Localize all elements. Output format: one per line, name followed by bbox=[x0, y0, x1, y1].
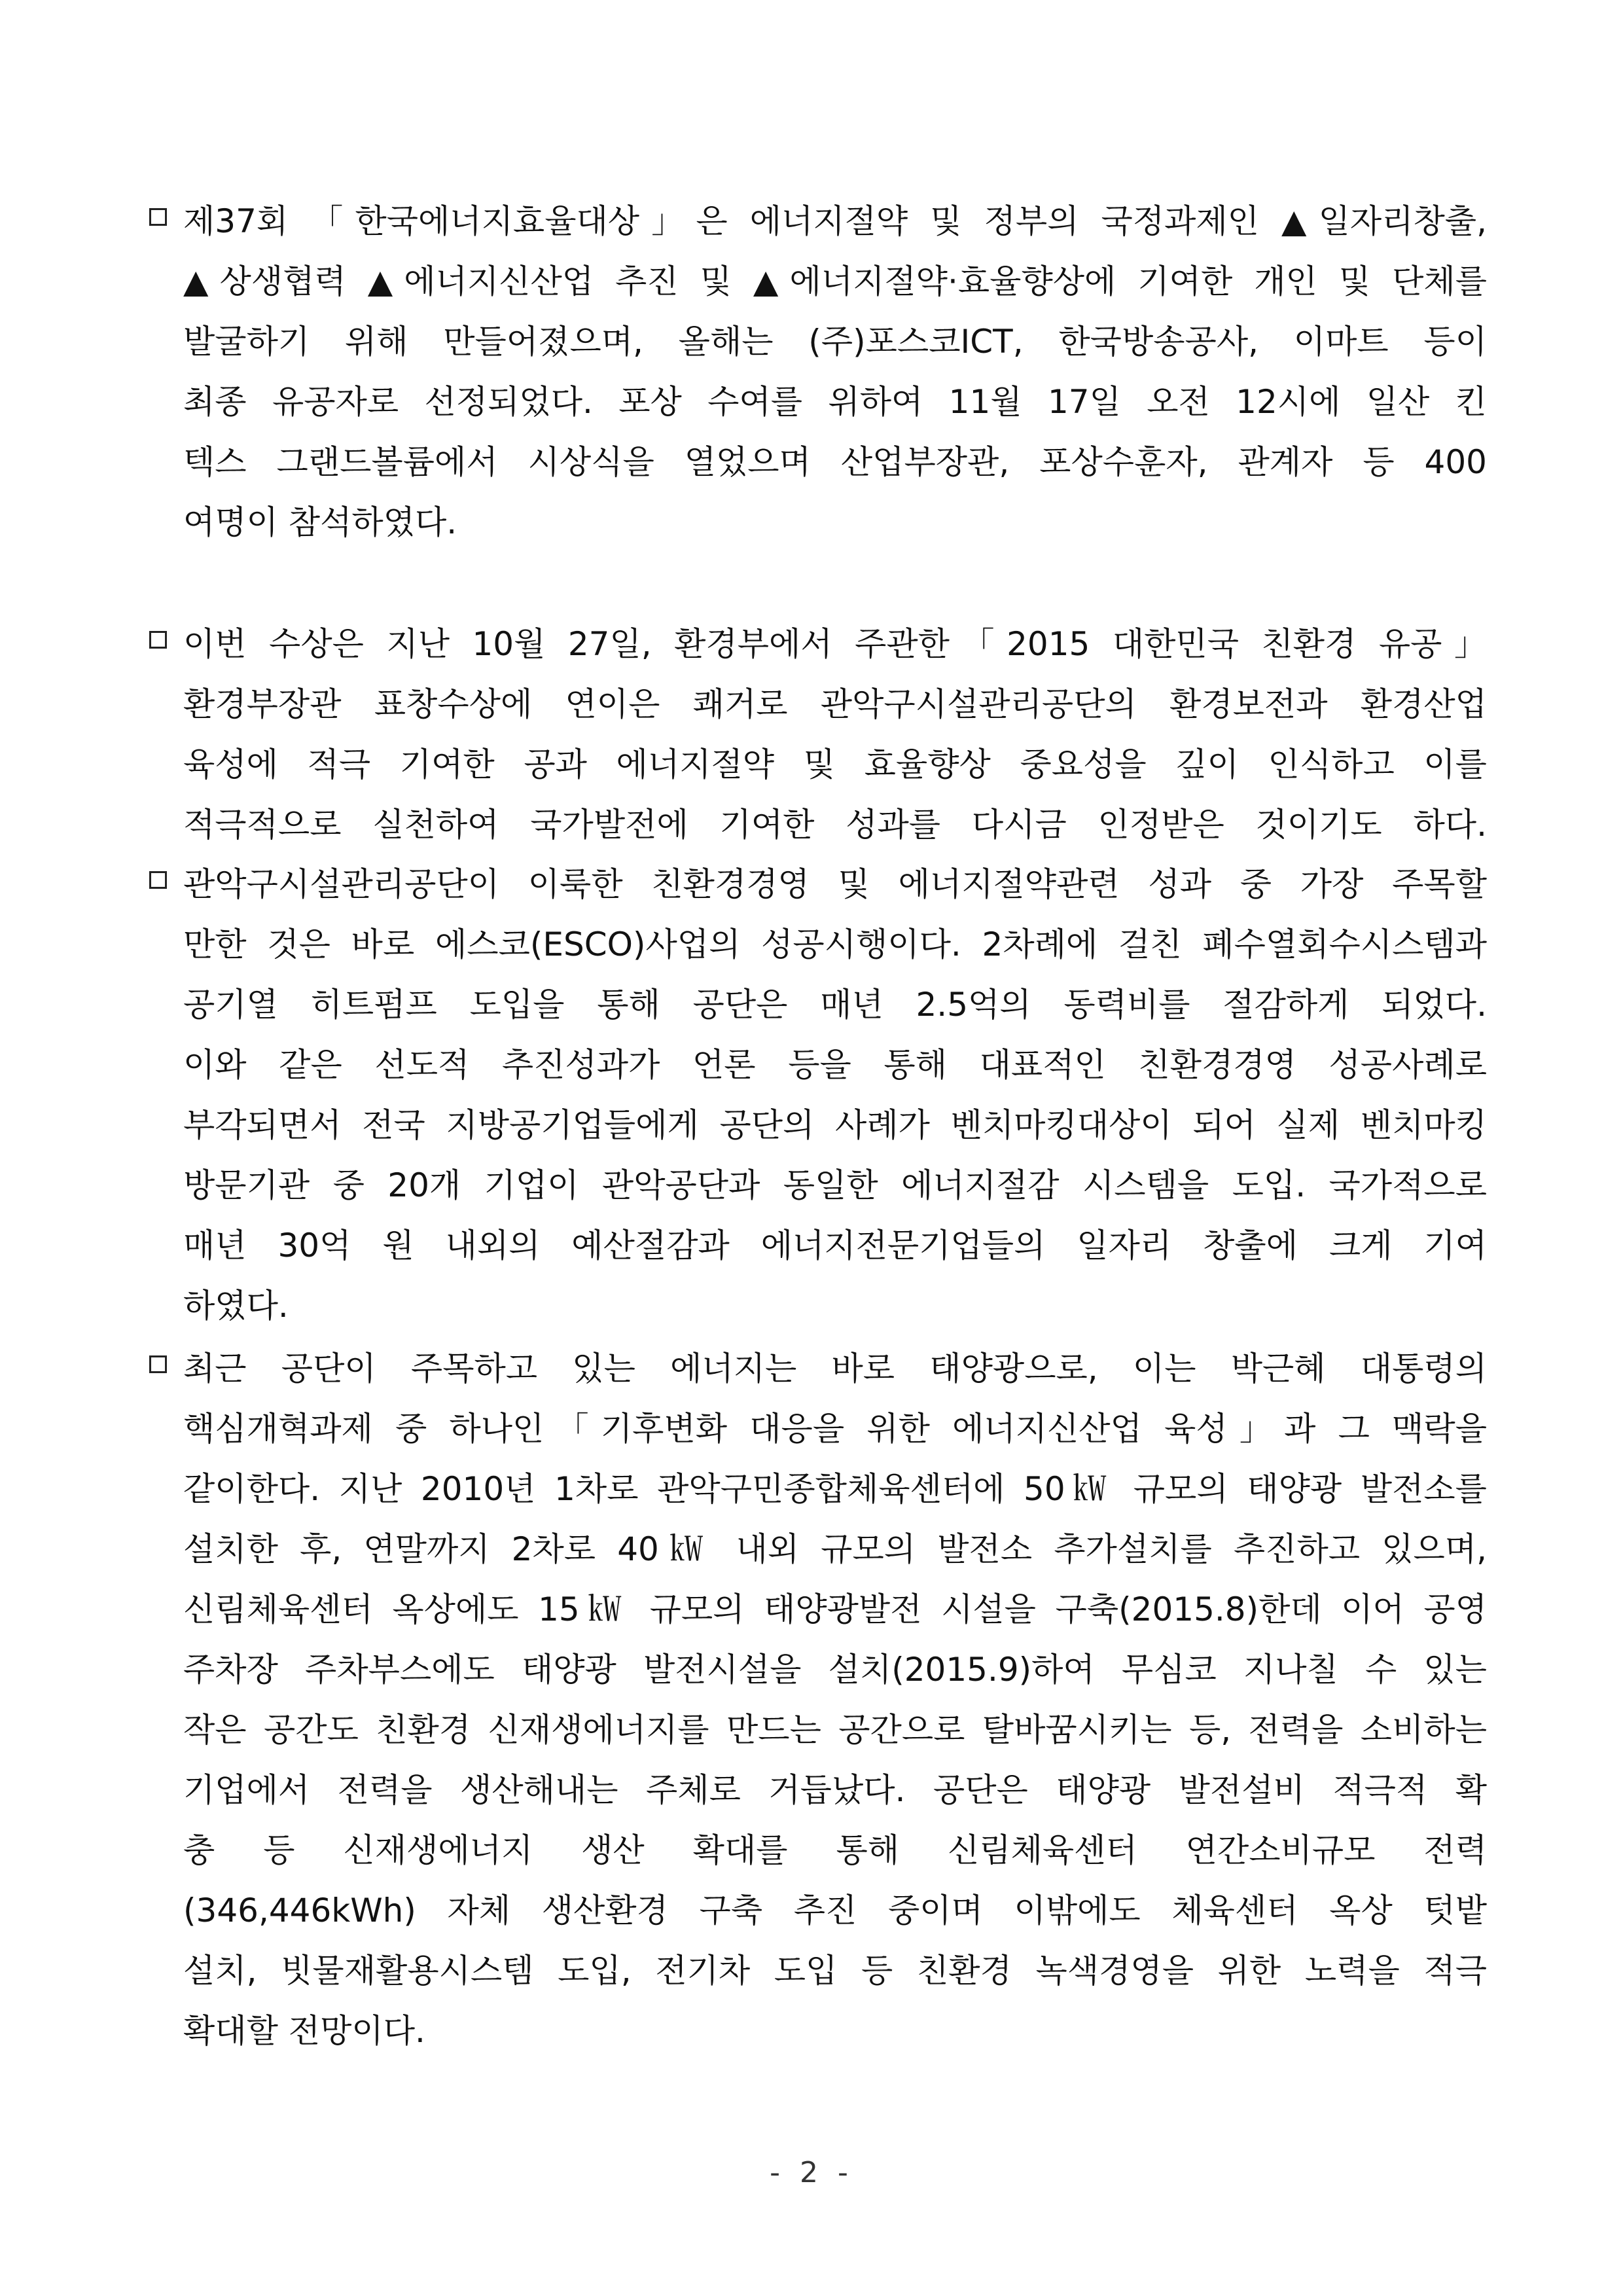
page-number: - 2 - bbox=[770, 2156, 853, 2189]
text-line: 텍스 그랜드볼륨에서 시상식을 열었으며 산업부장관, 포상수훈자, 관계자 등 400 bbox=[183, 443, 1487, 481]
paragraph-environment-award bbox=[149, 614, 1487, 855]
text-line: 매년 30억 원 내외의 예산절감과 에너지전문기업들의 일자리 창출에 크게 기여 bbox=[183, 1227, 1487, 1265]
text-line: 최종 유공자로 선정되었다. 포상 수여를 위하여 11월 17일 오전 12시에 일산 킨 bbox=[183, 383, 1487, 421]
text-line: 충 등 신재생에너지 생산 확대를 통해 신림체육센터 연간소비규모 전력 bbox=[183, 1831, 1487, 1869]
text-line: 관악구시설관리공단이 이룩한 친환경경영 및 에너지절약관련 성과 중 가장 주목할 bbox=[183, 865, 1487, 903]
text-line: 이와 같은 선도적 추진성과가 언론 등을 통해 대표적인 친환경경영 성공사례로 bbox=[183, 1046, 1487, 1084]
text-line: 하였다. bbox=[183, 1287, 289, 1325]
text-line: 여명이 참석하였다. bbox=[183, 503, 457, 541]
text-line: 적극적으로 실천하여 국가발전에 기여한 성과를 다시금 인정받은 것이기도 하다. bbox=[183, 806, 1487, 844]
text-line: 최근 공단이 주목하고 있는 에너지는 바로 태양광으로, 이는 박근혜 대통령의 bbox=[183, 1350, 1487, 1388]
text-line: 신림체육센터 옥상에도 15㎾ 규모의 태양광발전 시설을 구축(2015.8)한데 이어 공영 bbox=[183, 1590, 1487, 1628]
text-line: 설치, 빗물재활용시스템 도입, 전기차 도입 등 친환경 녹색경영을 위한 노력을 적극 bbox=[183, 1952, 1487, 1990]
text-line: 공기열 히트펌프 도입을 통해 공단은 매년 2.5억의 동력비를 절감하게 되었다. bbox=[183, 986, 1487, 1024]
square-bullet-icon bbox=[149, 631, 167, 649]
text-line: 방문기관 중 20개 기업이 관악공단과 동일한 에너지절감 시스템을 도입. 국가적으로 bbox=[183, 1166, 1487, 1204]
text-line: 부각되면서 전국 지방공기업들에게 공단의 사례가 벤치마킹대상이 되어 실제 벤치마킹 bbox=[183, 1106, 1487, 1144]
paragraph-awards-ceremony bbox=[149, 191, 1487, 552]
paragraph-solar-energy bbox=[149, 1338, 1487, 2061]
square-bullet-icon bbox=[149, 1355, 167, 1373]
text-line: 기업에서 전력을 생산해내는 주체로 거듭났다. 공단은 태양광 발전설비 적극적 확 bbox=[183, 1771, 1487, 1809]
text-line: 확대할 전망이다. bbox=[183, 2012, 425, 2050]
square-bullet-icon bbox=[149, 871, 167, 889]
text-line: 작은 공간도 친환경 신재생에너지를 만드는 공간으로 탈바꿈시키는 등, 전력을 소비하는 bbox=[183, 1711, 1487, 1749]
text-line: 만한 것은 바로 에스코(ESCO)사업의 성공시행이다. 2차례에 걸친 폐수열회수시스템과 bbox=[183, 925, 1487, 963]
text-line: ▲상생협력 ▲에너지신산업 추진 및 ▲에너지절약·효율향상에 기여한 개인 및 단체를 bbox=[183, 262, 1487, 300]
square-bullet-icon bbox=[149, 208, 167, 226]
text-line: 육성에 적극 기여한 공과 에너지절약 및 효율향상 중요성을 깊이 인식하고 이를 bbox=[183, 745, 1487, 783]
text-line: 핵심개혁과제 중 하나인「기후변화 대응을 위한 에너지신산업 육성」과 그 맥락을 bbox=[183, 1410, 1487, 1448]
text-line: 발굴하기 위해 만들어졌으며, 올해는 (주)포스코ICT, 한국방송공사, 이마트 등이 bbox=[183, 323, 1487, 361]
text-line: 환경부장관 표창수상에 연이은 쾌거로 관악구시설관리공단의 환경보전과 환경산업 bbox=[183, 685, 1487, 723]
text-line: (346,446kWh) 자체 생산환경 구축 추진 중이며 이밖에도 체육센터 옥상 텃밭 bbox=[183, 1892, 1487, 1929]
text-line: 제37회 「한국에너지효율대상」은 에너지절약 및 정부의 국정과제인 ▲일자리창출, bbox=[183, 202, 1487, 240]
text-line: 설치한 후, 연말까지 2차로 40㎾ 내외 규모의 발전소 추가설치를 추진하고 있으며, bbox=[183, 1530, 1487, 1568]
text-line: 같이한다. 지난 2010년 1차로 관악구민종합체육센터에 50㎾ 규모의 태양광 발전소를 bbox=[183, 1470, 1487, 1508]
paragraph-esco-project bbox=[149, 854, 1487, 1336]
text-line: 주차장 주차부스에도 태양광 발전시설을 설치(2015.9)하여 무심코 지나칠 수 있는 bbox=[183, 1651, 1487, 1689]
text-line: 이번 수상은 지난 10월 27일, 환경부에서 주관한「2015 대한민국 친환경 유공」 bbox=[183, 625, 1487, 663]
